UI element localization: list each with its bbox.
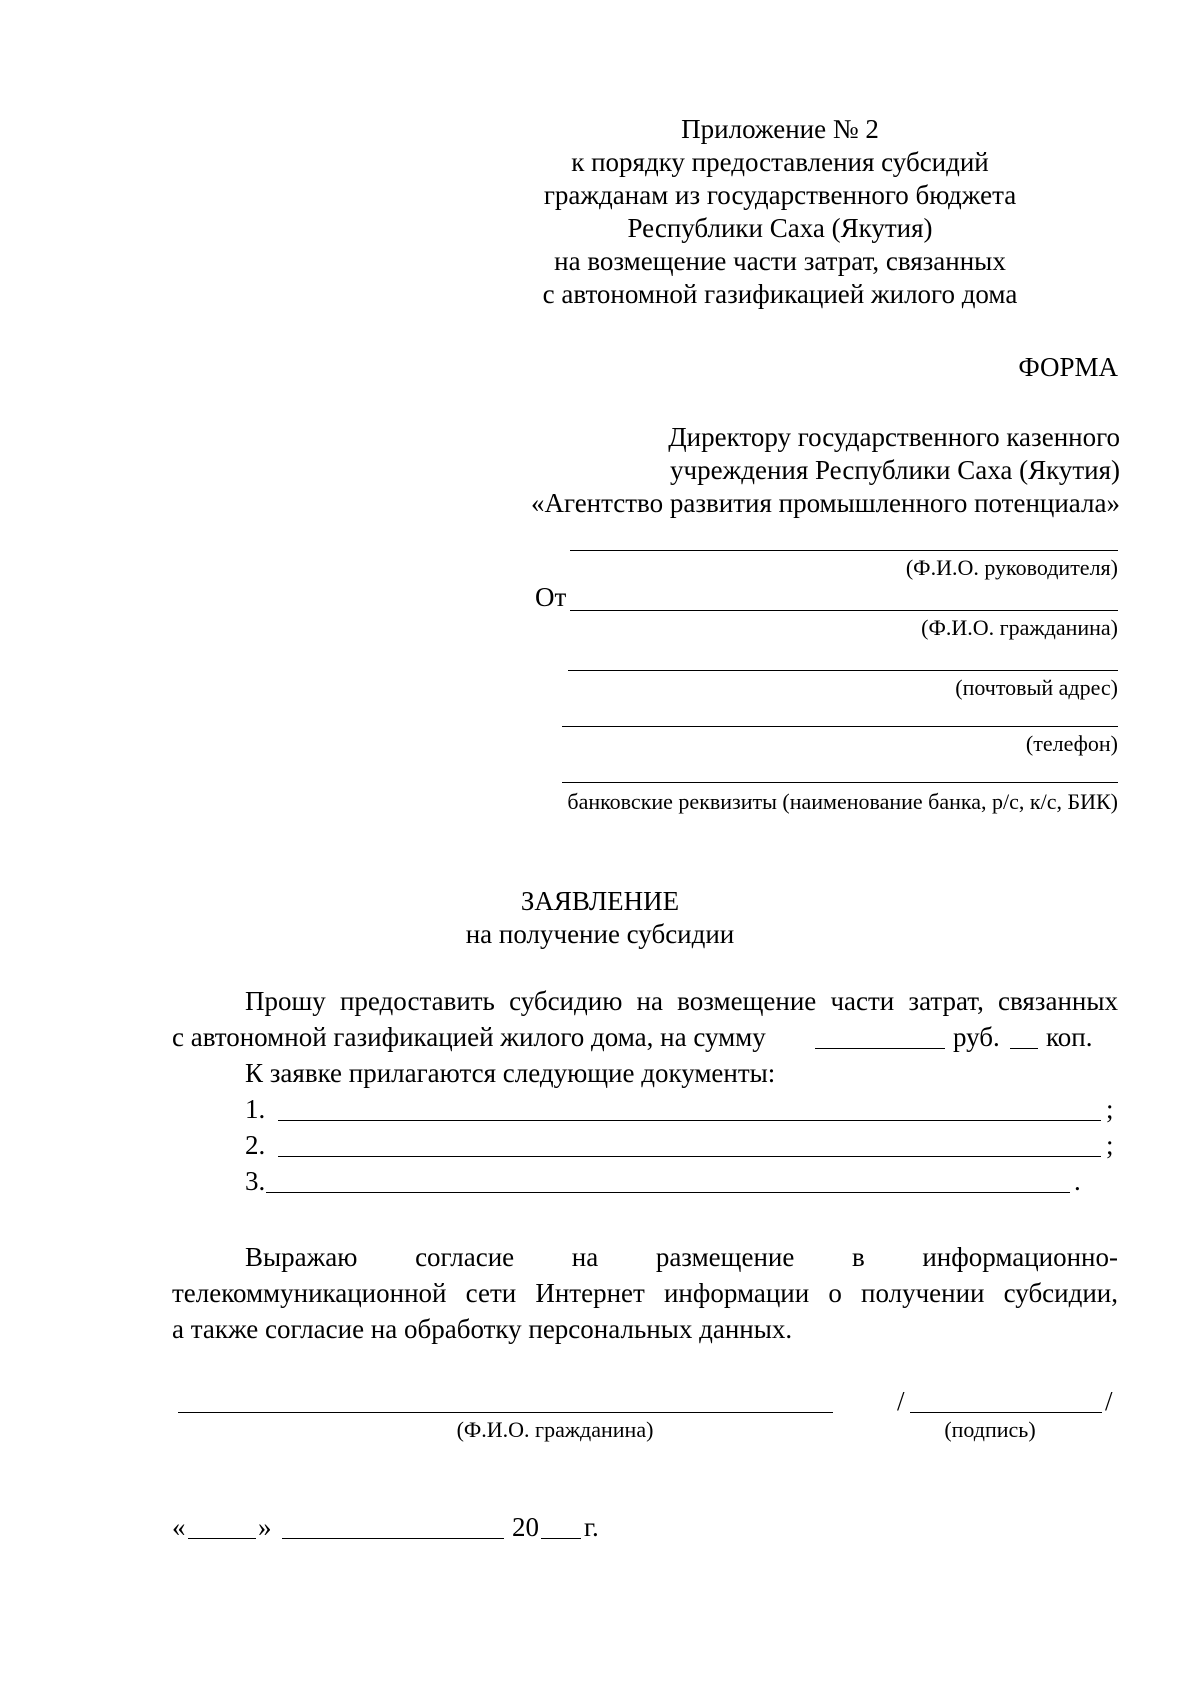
attachment-end: . <box>1074 1166 1081 1196</box>
appendix-line: гражданам из государственного бюджета <box>543 180 1017 210</box>
consent-line-2: телекоммуникационной сети Интернет информации о получении субсидии, <box>172 1278 1118 1308</box>
appendix-line: Республики Саха (Якутия) <box>627 213 933 243</box>
document-title: ЗАЯВЛЕНИЕ <box>520 886 680 916</box>
addressee-line: Директору государственного казенного <box>668 422 1120 452</box>
citizen-name-caption: (Ф.И.О. гражданина) <box>921 615 1118 640</box>
rub-label: руб. <box>953 1022 1000 1052</box>
consent-word: согласие <box>415 1242 515 1272</box>
slash-close: / <box>1105 1386 1113 1416</box>
appendix-line: с автономной газификацией жилого дома <box>542 279 1018 309</box>
consent-word: на <box>571 1242 599 1272</box>
citizen-name-signature-line[interactable] <box>178 1412 833 1413</box>
request-line-2-text: с автономной газификацией жилого дома, на сумму <box>172 1022 766 1052</box>
amount-kop-line[interactable] <box>1010 1048 1038 1049</box>
attachment-end: ; <box>1106 1094 1114 1124</box>
year-suffix: г. <box>584 1512 599 1542</box>
amount-rub-line[interactable] <box>815 1048 945 1049</box>
quote-open: « <box>172 1512 186 1542</box>
signature-line[interactable] <box>910 1412 1102 1413</box>
appendix-line: на возмещение части затрат, связанных <box>554 246 1006 276</box>
request-line-1: Прошу предоставить субсидию на возмещение части затрат, связанных <box>245 986 1118 1016</box>
bank-details-caption: банковские реквизиты (наименование банка, р/с, к/с, БИК) <box>567 789 1118 814</box>
postal-address-line[interactable] <box>568 670 1118 671</box>
postal-address-caption: (почтовый адрес) <box>955 675 1118 700</box>
attachment-number: 1. <box>245 1094 266 1124</box>
addressee-agency: «Агентство развития промышленного потенциала» <box>530 488 1120 518</box>
document-subtitle: на получение субсидии <box>465 919 735 949</box>
consent-word: информационно- <box>922 1242 1118 1272</box>
day-line[interactable] <box>188 1538 256 1539</box>
form-label: ФОРМА <box>1018 352 1118 382</box>
head-name-caption: (Ф.И.О. руководителя) <box>905 555 1118 580</box>
appendix-number: Приложение № 2 <box>681 114 879 144</box>
addressee-line: учреждения Республики Саха (Якутия) <box>670 455 1120 485</box>
kop-label: коп. <box>1046 1022 1093 1052</box>
quote-close: » <box>258 1512 272 1542</box>
consent-word: Выражаю <box>245 1242 358 1272</box>
consent-line-3: а также согласие на обработку персональных данных. <box>172 1314 793 1344</box>
from-label: От <box>535 582 567 612</box>
attachment-end: ; <box>1106 1130 1114 1160</box>
year-prefix: 20 <box>512 1512 539 1542</box>
signature-caption: (подпись) <box>944 1417 1036 1442</box>
appendix-line: к порядку предоставления субсидий <box>571 147 989 177</box>
consent-word: в <box>851 1242 865 1272</box>
phone-caption: (телефон) <box>1025 731 1118 756</box>
month-line[interactable] <box>282 1538 504 1539</box>
head-name-line[interactable] <box>570 550 1118 551</box>
slash-open: / <box>897 1386 905 1416</box>
attachment-number: 3. <box>245 1166 266 1196</box>
attachment-line-3[interactable] <box>266 1192 1070 1193</box>
consent-word: размещение <box>655 1242 795 1272</box>
year-line[interactable] <box>541 1538 581 1539</box>
signature-name-caption: (Ф.И.О. гражданина) <box>456 1417 654 1442</box>
phone-line[interactable] <box>562 726 1118 727</box>
consent-line-1 <box>245 1240 1118 1274</box>
bank-details-line[interactable] <box>562 782 1118 783</box>
attachments-intro: К заявке прилагаются следующие документы: <box>245 1058 776 1088</box>
attachment-line-2[interactable] <box>278 1156 1101 1157</box>
attachment-number: 2. <box>245 1130 266 1160</box>
attachment-line-1[interactable] <box>278 1120 1101 1121</box>
citizen-name-line[interactable] <box>570 610 1118 611</box>
